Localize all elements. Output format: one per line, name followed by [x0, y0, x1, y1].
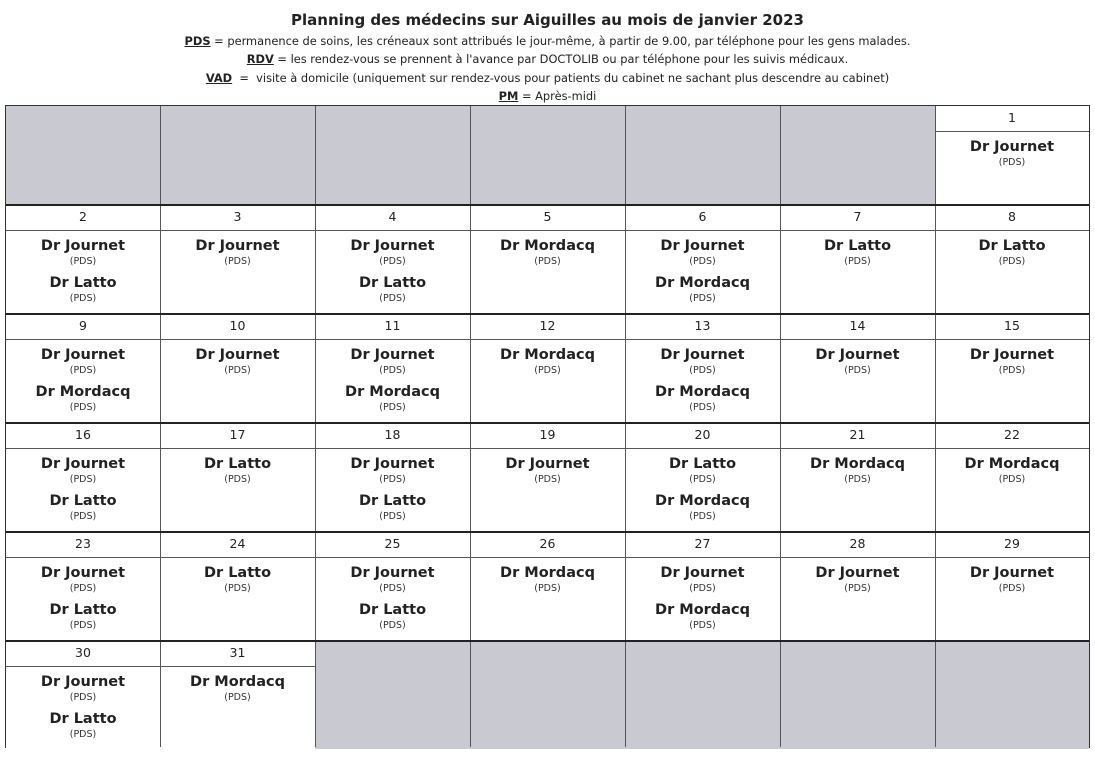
doctor-list	[315, 237, 470, 311]
day-number-divider	[780, 448, 935, 449]
doctor-name: Dr Latto	[49, 275, 117, 291]
day-number: 29	[1004, 536, 1020, 551]
grid-line	[470, 106, 471, 747]
doctor-list	[625, 346, 780, 420]
day-cell	[160, 532, 315, 641]
week-separator	[6, 313, 1089, 315]
pds-label: (PDS)	[689, 365, 716, 376]
pds-label: (PDS)	[844, 256, 871, 267]
day-number: 22	[1004, 427, 1020, 442]
day-number: 13	[694, 318, 711, 333]
empty-cell	[470, 641, 625, 749]
doctor-list	[780, 346, 935, 383]
day-cell	[6, 314, 160, 423]
pds-label: (PDS)	[998, 474, 1026, 485]
day-number-divider	[160, 448, 315, 449]
doctor-name: Dr Mordacq	[810, 456, 905, 472]
doctor-list	[6, 673, 160, 747]
day-cell	[470, 532, 625, 641]
doctor-name: Dr Mordacq	[655, 275, 750, 291]
pds-label: (PDS)	[844, 474, 871, 485]
day-number: 10	[229, 318, 246, 333]
day-cell	[935, 314, 1089, 423]
day-number: 20	[694, 427, 711, 442]
doctor-list	[470, 564, 625, 601]
doctor-list	[935, 138, 1089, 175]
day-number-divider	[935, 339, 1089, 340]
day-number: 7	[853, 209, 862, 224]
doctor-list	[315, 455, 470, 529]
week-separator	[6, 640, 1089, 642]
doctor-name: Dr Journet	[195, 347, 280, 363]
doctor-name: Dr Journet	[505, 456, 590, 472]
day-number: 28	[849, 536, 866, 551]
day-number: 27	[694, 536, 711, 551]
day-number-divider	[935, 131, 1089, 132]
day-number: 31	[229, 645, 246, 660]
day-number: 21	[849, 427, 866, 442]
doctor-name: Dr Journet	[40, 238, 126, 254]
doctor-name: Dr Latto	[978, 238, 1046, 254]
day-cell	[780, 423, 935, 532]
pds-label: (PDS)	[69, 293, 97, 304]
day-number: 9	[79, 318, 87, 333]
doctor-list	[470, 455, 625, 492]
doctor-name: Dr Journet	[40, 347, 126, 363]
day-number: 30	[75, 645, 91, 660]
grid-line	[160, 106, 161, 747]
day-number: 6	[698, 209, 707, 224]
doctor-name: Dr Mordacq	[964, 456, 1060, 472]
day-number: 24	[229, 536, 246, 551]
doctor-list	[935, 237, 1089, 274]
day-number-divider	[160, 339, 315, 340]
pds-label: (PDS)	[689, 511, 716, 522]
day-number: 3	[233, 209, 242, 224]
day-number-divider	[470, 557, 625, 558]
pds-label: (PDS)	[689, 474, 716, 485]
day-cell	[625, 205, 780, 314]
day-number-divider	[470, 230, 625, 231]
day-cell	[160, 314, 315, 423]
day-cell	[780, 314, 935, 423]
doctor-list	[625, 455, 780, 529]
day-cell	[315, 423, 470, 532]
empty-cell	[625, 106, 780, 205]
day-cell	[6, 641, 160, 749]
day-number: 11	[384, 318, 401, 333]
doctor-list	[780, 455, 935, 492]
pds-label: (PDS)	[998, 256, 1026, 267]
doctor-name: Dr Latto	[358, 602, 427, 618]
doctor-name: Dr Latto	[823, 238, 892, 254]
day-cell	[6, 205, 160, 314]
pds-label: (PDS)	[69, 365, 97, 376]
day-number: 18	[384, 427, 401, 442]
doctor-list	[625, 564, 780, 638]
doctor-list	[625, 237, 780, 311]
doctor-name: Dr Mordacq	[190, 674, 285, 690]
legend-pm	[0, 89, 1095, 103]
day-number: 25	[384, 536, 401, 551]
doctor-list	[935, 564, 1089, 601]
day-cell	[625, 423, 780, 532]
legend-text: = Après-midi	[518, 89, 597, 103]
day-cell	[625, 532, 780, 641]
doctor-name: Dr Mordacq	[655, 384, 750, 400]
pds-label: (PDS)	[224, 474, 251, 485]
day-number-divider	[780, 339, 935, 340]
day-number-divider	[315, 557, 470, 558]
calendar-grid	[5, 105, 1090, 748]
doctor-name: Dr Journet	[350, 238, 435, 254]
doctor-name: Dr Journet	[195, 238, 280, 254]
day-number: 2	[79, 209, 87, 224]
day-cell	[470, 314, 625, 423]
pds-label: (PDS)	[689, 620, 716, 631]
day-number: 15	[1004, 318, 1020, 333]
day-cell	[160, 423, 315, 532]
day-number-divider	[6, 557, 160, 558]
pds-label: (PDS)	[69, 620, 97, 631]
pds-label: (PDS)	[534, 365, 561, 376]
doctor-list	[935, 346, 1089, 383]
day-number-divider	[160, 666, 315, 667]
doctor-name: Dr Journet	[350, 565, 435, 581]
doctor-list	[6, 237, 160, 311]
day-cell	[935, 532, 1089, 641]
doctor-list	[470, 237, 625, 274]
pds-label: (PDS)	[998, 365, 1026, 376]
doctor-list	[315, 564, 470, 638]
day-number: 4	[388, 209, 397, 224]
day-number: 19	[539, 427, 556, 442]
week-separator	[6, 531, 1089, 533]
pds-label: (PDS)	[379, 256, 406, 267]
doctor-name: Dr Journet	[660, 238, 745, 254]
pds-label: (PDS)	[379, 293, 406, 304]
day-cell	[315, 205, 470, 314]
doctor-name: Dr Mordacq	[345, 384, 440, 400]
pds-label: (PDS)	[379, 474, 406, 485]
pds-label: (PDS)	[224, 583, 251, 594]
day-number-divider	[6, 339, 160, 340]
pds-label: (PDS)	[534, 256, 561, 267]
doctor-list	[935, 455, 1089, 492]
pds-label: (PDS)	[379, 402, 406, 413]
doctor-name: Dr Journet	[815, 347, 900, 363]
doctor-name: Dr Journet	[350, 347, 435, 363]
day-cell	[160, 205, 315, 314]
doctor-name: Dr Journet	[40, 456, 126, 472]
pds-label: (PDS)	[69, 729, 97, 740]
doctor-list	[160, 237, 315, 274]
doctor-list	[6, 564, 160, 638]
pds-label: (PDS)	[998, 157, 1026, 168]
doctor-name: Dr Latto	[49, 493, 117, 509]
pds-label: (PDS)	[224, 256, 251, 267]
empty-cell	[315, 106, 470, 205]
doctor-list	[160, 455, 315, 492]
pds-label: (PDS)	[69, 474, 97, 485]
day-number: 17	[229, 427, 246, 442]
doctor-name: Dr Latto	[668, 456, 737, 472]
pds-label: (PDS)	[689, 293, 716, 304]
doctor-name: Dr Latto	[49, 711, 117, 727]
day-number: 14	[849, 318, 866, 333]
day-cell	[625, 314, 780, 423]
doctor-name: Dr Mordacq	[500, 565, 595, 581]
day-cell	[6, 532, 160, 641]
doctor-name: Dr Mordacq	[500, 238, 595, 254]
grid-line	[315, 106, 316, 747]
pds-label: (PDS)	[379, 511, 406, 522]
pds-label: (PDS)	[534, 474, 561, 485]
day-cell	[160, 641, 315, 749]
empty-cell	[315, 641, 470, 749]
pds-label: (PDS)	[689, 583, 716, 594]
day-number: 5	[543, 209, 552, 224]
doctor-name: Dr Latto	[358, 275, 427, 291]
day-cell	[6, 423, 160, 532]
legend-pds	[0, 34, 1095, 48]
doctor-name: Dr Journet	[40, 674, 126, 690]
day-cell	[315, 532, 470, 641]
doctor-list	[470, 346, 625, 383]
day-number-divider	[6, 230, 160, 231]
pds-label: (PDS)	[534, 583, 561, 594]
doctor-name: Dr Latto	[49, 602, 117, 618]
day-number-divider	[935, 448, 1089, 449]
empty-cell	[780, 641, 935, 749]
doctor-name: Dr Journet	[969, 565, 1055, 581]
doctor-list	[780, 237, 935, 274]
pds-label: (PDS)	[379, 583, 406, 594]
doctor-list	[315, 346, 470, 420]
pds-label: (PDS)	[69, 583, 97, 594]
doctor-name: Dr Mordacq	[500, 347, 595, 363]
doctor-list	[160, 346, 315, 383]
doctor-name: Dr Mordacq	[35, 384, 131, 400]
day-number: 8	[1008, 209, 1016, 224]
grid-line	[935, 106, 936, 747]
doctor-list	[160, 673, 315, 710]
pds-label: (PDS)	[689, 402, 716, 413]
day-number: 16	[75, 427, 91, 442]
day-number: 12	[539, 318, 556, 333]
doctor-list	[6, 346, 160, 420]
day-number-divider	[625, 339, 780, 340]
week-separator	[6, 204, 1089, 206]
pds-label: (PDS)	[379, 365, 406, 376]
doctor-name: Dr Journet	[969, 139, 1055, 155]
doctor-name: Dr Journet	[350, 456, 435, 472]
legend-rdv	[0, 52, 1095, 66]
empty-cell	[780, 106, 935, 205]
day-number-divider	[160, 557, 315, 558]
day-number-divider	[625, 230, 780, 231]
day-number: 23	[75, 536, 91, 551]
doctor-list	[6, 455, 160, 529]
pds-label: (PDS)	[69, 256, 97, 267]
doctor-list	[160, 564, 315, 601]
pds-label: (PDS)	[224, 365, 251, 376]
day-number-divider	[160, 230, 315, 231]
day-number-divider	[470, 448, 625, 449]
day-number-divider	[625, 557, 780, 558]
pds-label: (PDS)	[689, 256, 716, 267]
day-cell	[780, 205, 935, 314]
legend-text: = les rendez-vous se prennent à l'avance par DOCTOLIB ou par téléphone pour les suivis médicaux.	[273, 52, 849, 66]
day-cell	[935, 106, 1089, 205]
doctor-name: Dr Latto	[358, 493, 427, 509]
day-cell	[315, 314, 470, 423]
legend-vad	[0, 71, 1095, 85]
doctor-name: Dr Journet	[40, 565, 126, 581]
doctor-name: Dr Journet	[660, 565, 745, 581]
day-number-divider	[780, 230, 935, 231]
doctor-name: Dr Mordacq	[655, 493, 750, 509]
pds-label: (PDS)	[379, 620, 406, 631]
legend-text: = permanence de soins, les créneaux sont attribués le jour-même, à partir de 9.00, par téléphone pour les gens malades.	[210, 34, 911, 48]
day-cell	[935, 423, 1089, 532]
day-number-divider	[6, 666, 160, 667]
pds-label: (PDS)	[998, 583, 1026, 594]
pds-label: (PDS)	[844, 365, 871, 376]
empty-cell	[470, 106, 625, 205]
grid-line	[625, 106, 626, 747]
day-number: 1	[1008, 110, 1016, 125]
doctor-name: Dr Latto	[203, 456, 272, 472]
day-number-divider	[315, 339, 470, 340]
grid-line	[780, 106, 781, 747]
day-number-divider	[315, 230, 470, 231]
pds-label: (PDS)	[844, 583, 871, 594]
day-number-divider	[625, 448, 780, 449]
day-number-divider	[470, 339, 625, 340]
doctor-name: Dr Journet	[969, 347, 1055, 363]
empty-cell	[160, 106, 315, 205]
page-title: Planning des médecins sur Aiguilles au mois de janvier 2023	[291, 11, 804, 29]
day-number-divider	[935, 557, 1089, 558]
doctor-list	[780, 564, 935, 601]
doctor-name: Dr Mordacq	[655, 602, 750, 618]
day-cell	[780, 532, 935, 641]
day-cell	[470, 423, 625, 532]
day-number-divider	[6, 448, 160, 449]
pds-label: (PDS)	[69, 511, 97, 522]
empty-cell	[6, 106, 160, 205]
pds-label: (PDS)	[69, 692, 97, 703]
day-cell	[470, 205, 625, 314]
day-number-divider	[780, 557, 935, 558]
day-number: 26	[539, 536, 556, 551]
day-number-divider	[315, 448, 470, 449]
legend-abbr: VAD	[205, 71, 233, 85]
empty-cell	[625, 641, 780, 749]
doctor-name: Dr Journet	[660, 347, 745, 363]
doctor-name: Dr Latto	[203, 565, 272, 581]
pds-label: (PDS)	[69, 402, 97, 413]
legend-abbr: PM	[498, 89, 519, 103]
day-number-divider	[935, 230, 1089, 231]
legend-abbr: PDS	[184, 34, 211, 48]
doctor-name: Dr Journet	[815, 565, 900, 581]
legend-text: = visite à domicile (uniquement sur rendez-vous pour patients du cabinet ne sachant plus descendre au cabinet)	[232, 71, 890, 85]
pds-label: (PDS)	[224, 692, 251, 703]
empty-cell	[935, 641, 1089, 749]
week-separator	[6, 422, 1089, 424]
legend-abbr: RDV	[246, 52, 274, 66]
day-cell	[935, 205, 1089, 314]
